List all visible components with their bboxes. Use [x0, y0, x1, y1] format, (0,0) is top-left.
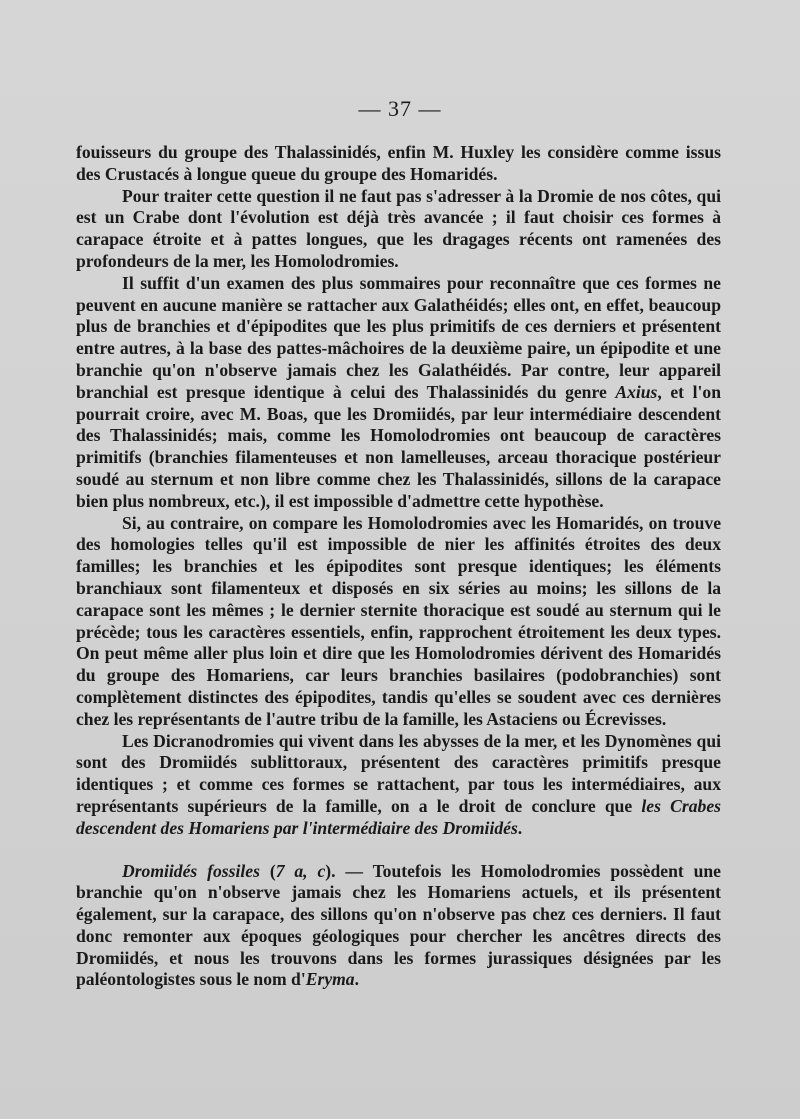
paragraph-3 — [76, 273, 721, 513]
conclusion-italic: les Crabes descendent des Homariens par l'intermédiaire des Dromiidés — [76, 795, 722, 838]
body-text — [76, 142, 721, 991]
ref-italic: 7 a, c — [275, 860, 326, 881]
paragraph-5-text-a: Les Dicranodromies qui vivent dans les abysses de la mer, et les Dynomènes qui sont des Dromiidés sublittoraux, présentent des caractères primitifs presque identiques ; et comme ces formes se rattachent, par tous les intermédiaires, aux représentants supérieurs de la famille, on a le droit de conclure que — [76, 730, 721, 816]
paragraph-5 — [76, 731, 721, 840]
paragraph-6 — [76, 861, 721, 992]
paragraph-4: Si, au contraire, on compare les Homolodromies avec les Homaridés, on trouve des homologies telles qu'il est impossible de nier les affinités étroites des deux familles; les branchies et les épipodites sont presque identiques; les éléments branchiaux sont filamenteux et disposés en six séries au moins; les sillons de la carapace sont les mêmes ; le dernier sternite thoracique est soudé au sternum qui le précède; tous les caractères essentiels, enfin, rapprochent étroitement les deux types. On peut même aller plus loin et dire que les Homolodromies dérivent des Homaridés du groupe des Homariens, car leurs branchies basilaires (podobranchies) sont complètement distinctes des épipodites, tandis qu'elles se soudent avec ces dernières chez les représentants de l'autre tribu de la famille, les Astaciens ou Écrevisses. — [76, 512, 721, 729]
ref-close: ). — — [325, 860, 373, 881]
paragraph-6-text-a: Toutefois les Homolodromies possèdent une branchie qu'on n'observe jamais chez les Homariens actuels, et ils présentent également, sur la carapace, des sillons qu'on n'observe pas chez ces derniers. Il faut donc remonter aux époques géologiques pour chercher les ancêtres directs des Dromiidés, et nous les trouvons dans les formes jurassiques désignées par les paléontologistes sous le nom d' — [76, 860, 721, 990]
paragraph-1: fouisseurs du groupe des Thalassinidés, enfin M. Huxley les considère comme issus des Crustacés à longue queue du groupe des Homaridés. — [76, 142, 721, 184]
paragraph-3-text-b: , et l'on pourrait croire, avec M. Boas, que les Dromiidés, par leur intermédiaire descendent des Thalassinidés; mais, comme les Homolodromies ont beaucoup de caractères primitifs (branchies filamenteuses et non lamelleuses, arceau thoracique postérieur soudé au sternum et non libre comme chez les Thalassinidés, sillons de la carapace bien plus nombreux, etc.), il est impossible d'admettre cette hypothèse. — [76, 381, 721, 511]
paragraph-2: Pour traiter cette question il ne faut pas s'adresser à la Dromie de nos côtes, qui est un Crabe dont l'évolution est déjà très avancée ; il faut choisir ces formes à carapace étroite et à pattes longues, que les dragages récents ont ramenées des profondeurs de la mer, les Homolodromies. — [76, 185, 721, 271]
paragraph-3-text-a: Il suffit d'un examen des plus sommaires pour reconnaître que ces formes ne peuvent en aucune manière se rattacher aux Galathéidés; elles ont, en effet, beaucoup plus de branchies et d'épipodites que les plus primitifs de ces derniers et présentent entre autres, à la base des pattes-mâchoires de la deuxième paire, un épipodite et une branchie qu'on n'observe jamais chez les Galathéidés. Par contre, leur appareil branchial est presque identique à celui des Thalassinidés du genre — [76, 272, 721, 402]
paragraph-5-text-b: . — [517, 817, 523, 838]
genus-eryma: Eryma — [305, 969, 355, 990]
ref-open: ( — [259, 860, 276, 881]
paragraph-6-text-b: . — [354, 969, 360, 990]
genus-axius: Axius — [615, 381, 658, 402]
section-heading-italic: Dromiidés fossiles — [122, 860, 260, 881]
page-number: — 37 — — [358, 96, 442, 121]
section-spacer — [76, 840, 721, 861]
